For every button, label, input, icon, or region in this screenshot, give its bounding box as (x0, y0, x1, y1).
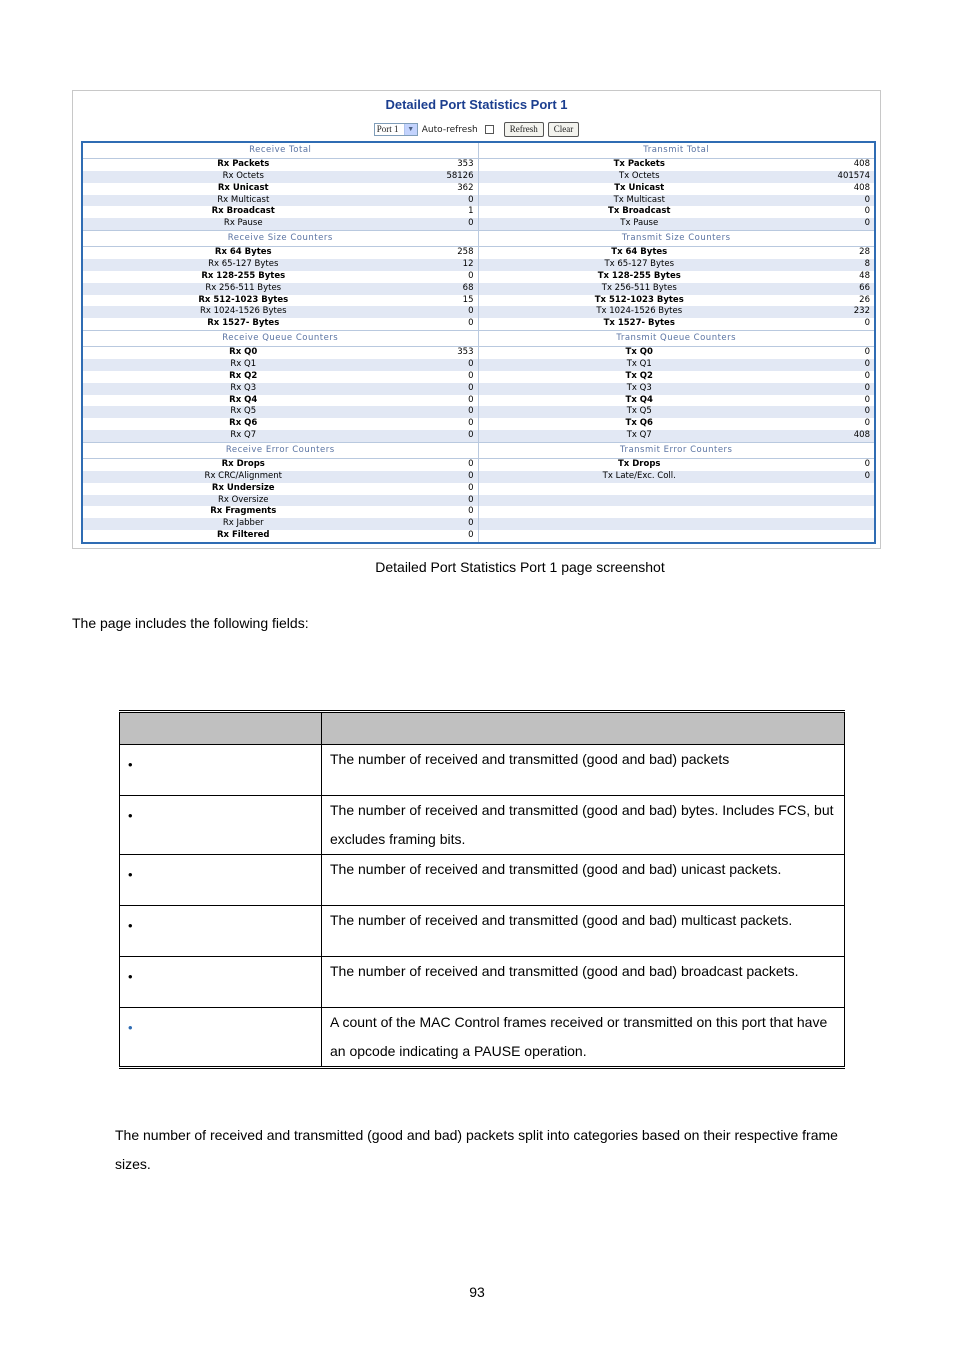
stat-row (83, 195, 874, 207)
stat-left (83, 395, 479, 407)
stat-right (479, 530, 875, 542)
bullet-icon: • (128, 808, 133, 823)
stat-value (760, 506, 874, 518)
stat-row (83, 483, 874, 495)
stat-left (83, 283, 479, 295)
stat-left (83, 171, 479, 183)
stat-row (83, 318, 874, 330)
stat-label: Rx Oversize (217, 494, 269, 505)
stat-right (479, 495, 875, 507)
stat-row (83, 459, 874, 471)
stat-left (83, 383, 479, 395)
stat-value: 408 (853, 430, 870, 441)
stat-label: Rx Undersize (211, 482, 275, 493)
stat-value: 48 (859, 270, 870, 281)
stat-right (479, 395, 875, 407)
stat-label: Rx 512-1023 Bytes (198, 294, 289, 305)
stat-label: Rx Q1 (230, 359, 257, 370)
clear-button[interactable]: Clear (548, 122, 580, 137)
stat-value: 353 (457, 159, 474, 169)
stat-value: 0 (468, 406, 474, 417)
bullet-icon: • (128, 757, 133, 772)
stat-value: 0 (468, 318, 474, 329)
stat-value: 0 (864, 382, 870, 393)
stat-label: Tx Q2 (625, 370, 653, 381)
stat-label: Tx Pause (620, 218, 659, 229)
stat-left (83, 430, 479, 442)
stat-label: Tx 512-1023 Bytes (594, 294, 684, 305)
stat-right (479, 318, 875, 330)
stat-value: 0 (864, 418, 870, 429)
stat-right (479, 418, 875, 430)
stat-value: 8 (864, 259, 870, 270)
stat-value: 0 (468, 430, 474, 441)
stat-label: Rx 1024-1526 Bytes (199, 306, 287, 317)
stat-right (479, 406, 875, 418)
section-header-left: Receive Error Counters (83, 443, 479, 458)
stat-row (83, 371, 874, 383)
stat-label: Rx Packets (217, 159, 270, 169)
stat-right (479, 271, 875, 283)
stat-right (479, 359, 875, 371)
table-row (120, 957, 845, 1008)
stat-right (479, 371, 875, 383)
stat-row (83, 383, 874, 395)
stat-label: Rx 65-127 Bytes (208, 259, 279, 270)
auto-refresh-checkbox[interactable] (485, 125, 494, 134)
stat-left (83, 359, 479, 371)
stat-right (479, 295, 875, 307)
stat-value: 408 (853, 159, 870, 169)
section-header-left: Receive Queue Counters (83, 331, 479, 346)
stat-right (479, 347, 875, 359)
stat-row (83, 530, 874, 542)
stat-row (83, 347, 874, 359)
stat-value: 0 (468, 494, 474, 505)
stat-value: 58126 (446, 170, 474, 181)
section-header-right: Transmit Size Counters (621, 233, 731, 244)
stat-row (83, 247, 874, 259)
port-select-value: Port 1 (376, 124, 399, 134)
stat-row (83, 395, 874, 407)
bullet-icon: • (128, 1020, 133, 1035)
stat-value: 66 (859, 282, 870, 293)
stat-left (83, 471, 479, 483)
stat-right (479, 195, 875, 207)
stat-left (83, 530, 479, 542)
auto-refresh-label: Auto-refresh (421, 124, 478, 135)
stat-value: 0 (468, 382, 474, 393)
stat-value: 0 (864, 218, 870, 229)
stat-label: Tx Multicast (613, 194, 665, 205)
stat-row (83, 283, 874, 295)
description-cell: The number of received and transmitted (good and bad) unicast packets. (322, 855, 845, 906)
stat-value: 0 (468, 218, 474, 229)
stat-value: 0 (864, 459, 870, 470)
stat-value: 0 (864, 370, 870, 381)
stat-label (479, 495, 761, 507)
stat-label (479, 506, 761, 518)
stat-right (479, 471, 875, 483)
stat-label: Rx CRC/Alignment (204, 470, 282, 481)
stat-label: Tx Q0 (625, 347, 653, 358)
stat-left (83, 247, 479, 259)
stat-left (83, 183, 479, 195)
stat-label: Rx Q5 (230, 406, 257, 417)
stat-label: Rx 64 Bytes (214, 247, 272, 258)
stat-label: Tx 256-511 Bytes (601, 282, 677, 293)
stat-value: 28 (859, 247, 870, 258)
table-row (120, 906, 845, 957)
stat-value: 0 (468, 394, 474, 405)
stat-value: 258 (457, 247, 474, 258)
stat-right (479, 459, 875, 471)
section-header (83, 143, 874, 159)
stat-value (760, 495, 874, 507)
stat-label: Tx 128-255 Bytes (597, 270, 681, 281)
stat-value: 0 (468, 359, 474, 370)
stat-left (83, 206, 479, 218)
stat-label: Rx 256-511 Bytes (205, 282, 282, 293)
stat-value: 353 (457, 347, 474, 358)
stat-value: 0 (864, 394, 870, 405)
stat-label: Tx Q7 (626, 430, 652, 441)
stat-row (83, 295, 874, 307)
object-cell (120, 796, 322, 855)
stat-label: Rx Fragments (210, 506, 277, 517)
stat-value: 12 (462, 259, 474, 270)
bullet-icon: • (128, 918, 133, 933)
page-number: 93 (469, 1284, 485, 1300)
stat-row (83, 159, 874, 171)
controls-bar (73, 122, 880, 137)
stat-label (479, 530, 761, 542)
description-cell: The number of received and transmitted (good and bad) bytes. Includes FCS, but excludes framing bits. (322, 796, 845, 855)
stat-left (83, 318, 479, 330)
stat-value (760, 483, 874, 495)
stat-right (479, 171, 875, 183)
stat-value: 401574 (837, 170, 870, 181)
table-row (120, 745, 845, 796)
stat-label (479, 518, 761, 530)
stat-left (83, 295, 479, 307)
stat-label: Tx Q1 (626, 359, 652, 370)
stat-row (83, 171, 874, 183)
stat-value: 0 (468, 530, 474, 541)
stat-label: Rx Q4 (229, 394, 258, 405)
stat-left (83, 347, 479, 359)
object-cell (120, 855, 322, 906)
stat-row (83, 418, 874, 430)
section-header-right: Transmit Error Counters (620, 445, 733, 456)
table-row (120, 796, 845, 855)
stat-row (83, 271, 874, 283)
stat-row (83, 306, 874, 318)
stat-value: 0 (468, 518, 474, 529)
stat-right (479, 306, 875, 318)
stat-value: 362 (457, 182, 474, 193)
description-cell: The number of received and transmitted (good and bad) packets (322, 745, 845, 796)
stat-value: 0 (468, 306, 474, 317)
stat-row (83, 206, 874, 218)
stat-row (83, 430, 874, 442)
stat-label: Rx 1527- Bytes (207, 318, 280, 329)
stat-label: Tx 1024-1526 Bytes (596, 306, 683, 317)
stat-right (479, 283, 875, 295)
stat-label: Tx Q6 (625, 418, 653, 429)
chevron-down-icon[interactable]: ▼ (404, 124, 417, 135)
bullet-icon: • (128, 969, 133, 984)
stat-label: Rx Unicast (217, 182, 269, 193)
stat-value: 0 (864, 206, 870, 217)
stat-label: Rx Pause (223, 218, 263, 229)
section-header (83, 330, 874, 347)
stat-value: 15 (462, 294, 474, 305)
stat-label: Rx Q3 (230, 382, 257, 393)
size-counters-paragraph: The number of received and transmitted (good and bad) packets split into categories based on their respective frame sizes. (115, 1127, 838, 1172)
stat-label: Rx Multicast (217, 194, 270, 205)
stat-right (479, 430, 875, 442)
table-row (120, 1008, 845, 1068)
header-cell-object (120, 712, 322, 745)
screenshot-title: Detailed Port Statistics Port 1 (385, 97, 568, 112)
stat-left (83, 483, 479, 495)
stat-left (83, 259, 479, 271)
stat-value: 0 (468, 418, 474, 429)
stat-right (479, 483, 875, 495)
stat-right (479, 506, 875, 518)
stat-value: 0 (864, 470, 870, 481)
refresh-button[interactable]: Refresh (504, 122, 544, 137)
stat-left (83, 506, 479, 518)
stat-left (83, 459, 479, 471)
stat-label: Tx Unicast (614, 182, 665, 193)
stat-left (83, 518, 479, 530)
description-cell: The number of received and transmitted (good and bad) multicast packets. (322, 906, 845, 957)
stat-value (760, 530, 874, 542)
stat-label: Tx Q5 (626, 406, 652, 417)
stat-value: 0 (468, 270, 474, 281)
port-statistics-screenshot (72, 90, 881, 549)
stat-right (479, 206, 875, 218)
stat-label: Rx 128-255 Bytes (201, 270, 286, 281)
stat-row (83, 259, 874, 271)
object-cell (120, 906, 322, 957)
stat-label: Tx Late/Exc. Coll. (602, 470, 676, 481)
stat-right (479, 218, 875, 230)
stat-row (83, 406, 874, 418)
stat-label: Tx 65-127 Bytes (604, 259, 675, 270)
fields-table-header (120, 712, 845, 745)
section-header-right: Transmit Total (643, 145, 710, 155)
stat-label: Rx Q0 (229, 347, 258, 358)
stat-right (479, 247, 875, 259)
stat-value: 0 (468, 194, 474, 205)
stat-label: Rx Q2 (229, 370, 258, 381)
stat-label: Tx 64 Bytes (611, 247, 668, 258)
stat-row (83, 359, 874, 371)
stat-value: 1 (468, 206, 474, 217)
object-cell (120, 1008, 322, 1068)
fields-table (119, 710, 845, 1069)
stat-value: 0 (864, 318, 870, 329)
description-cell: The number of received and transmitted (good and bad) broadcast packets. (322, 957, 845, 1008)
stat-value: 0 (864, 347, 870, 358)
stat-row (83, 495, 874, 507)
stat-right (479, 518, 875, 530)
stat-value: 0 (864, 359, 870, 370)
stat-label: Rx Q7 (230, 430, 257, 441)
stat-label: Rx Octets (222, 170, 264, 181)
section-header-right: Transmit Queue Counters (616, 333, 737, 344)
stat-left (83, 271, 479, 283)
table-row (120, 855, 845, 906)
stat-right (479, 259, 875, 271)
stat-label: Tx Octets (618, 170, 660, 181)
stat-left (83, 418, 479, 430)
stat-left (83, 195, 479, 207)
stat-row (83, 183, 874, 195)
stat-value: 408 (853, 182, 870, 193)
stat-value: 0 (468, 482, 474, 493)
stat-label (479, 483, 761, 495)
stat-row (83, 506, 874, 518)
stat-label: Rx Broadcast (211, 206, 275, 217)
stat-right (479, 159, 875, 171)
section-header-left: Receive Total (83, 143, 479, 158)
stat-left (83, 495, 479, 507)
stat-row (83, 218, 874, 230)
stat-row (83, 518, 874, 530)
stat-label: Rx Drops (221, 459, 265, 470)
statistics-table (81, 141, 876, 544)
stat-value: 0 (468, 459, 474, 470)
figure-caption: Detailed Port Statistics Port 1 page screenshot (375, 559, 665, 575)
stat-value: 68 (462, 282, 474, 293)
stat-label: Tx Packets (613, 159, 665, 169)
intro-text: The page includes the following fields: (72, 615, 309, 631)
object-cell (120, 957, 322, 1008)
stat-label: Tx 1527- Bytes (603, 318, 675, 329)
stat-left (83, 306, 479, 318)
stat-label: Rx Jabber (222, 518, 264, 529)
stat-value: 0 (468, 470, 474, 481)
stat-label: Rx Filtered (217, 530, 270, 541)
stat-value: 0 (864, 194, 870, 205)
stat-right (479, 383, 875, 395)
stat-left (83, 406, 479, 418)
stat-value: 0 (468, 370, 474, 381)
stat-left (83, 159, 479, 171)
section-header (83, 442, 874, 459)
stat-right (479, 183, 875, 195)
stat-label: Tx Drops (618, 459, 661, 470)
stat-row (83, 471, 874, 483)
stat-value: 26 (859, 294, 870, 305)
stat-value: 0 (864, 406, 870, 417)
port-select[interactable] (374, 123, 418, 136)
stat-left (83, 218, 479, 230)
description-cell: A count of the MAC Control frames received or transmitted on this port that have an opcode indicating a PAUSE operation. (322, 1008, 845, 1068)
stat-label: Tx Q3 (626, 382, 652, 393)
section-header (83, 230, 874, 247)
stat-value: 232 (853, 306, 870, 317)
stat-value (760, 518, 874, 530)
stat-value: 0 (468, 506, 474, 517)
section-header-left: Receive Size Counters (83, 231, 479, 246)
stat-left (83, 371, 479, 383)
bullet-icon: • (128, 867, 133, 882)
object-cell (120, 745, 322, 796)
stat-label: Tx Broadcast (608, 206, 671, 217)
stat-label: Rx Q6 (229, 418, 258, 429)
stat-label: Tx Q4 (625, 394, 653, 405)
header-cell-description (322, 712, 845, 745)
